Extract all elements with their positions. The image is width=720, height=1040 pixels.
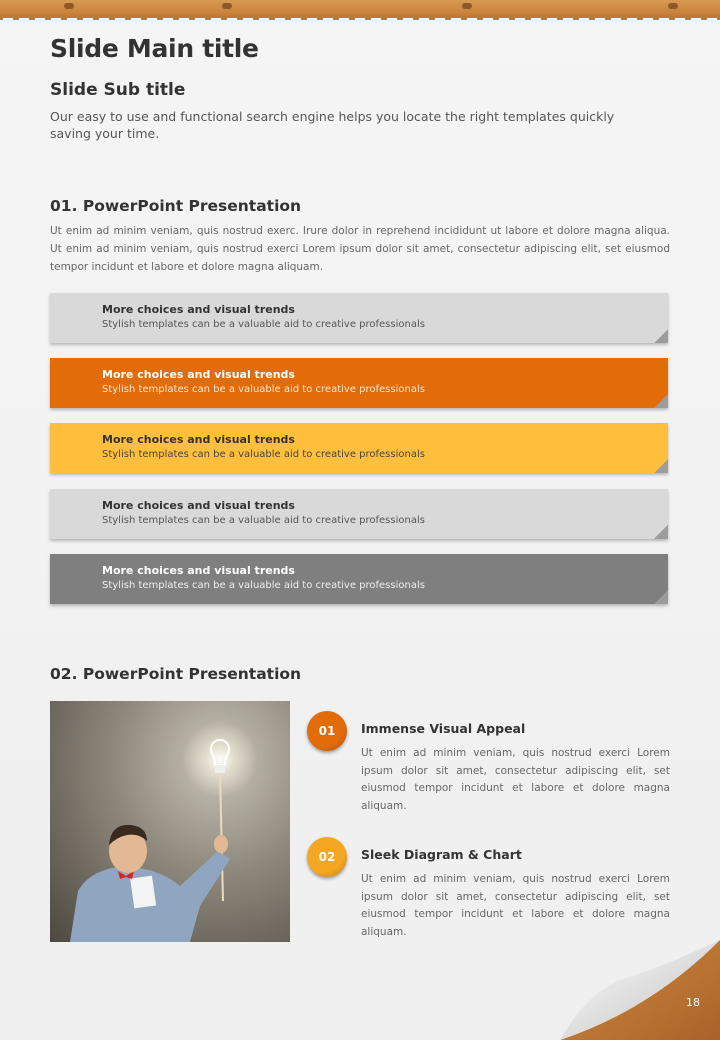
page-curl-corner bbox=[420, 940, 720, 1040]
wood-header-strip bbox=[0, 0, 720, 20]
feature-number-badge: 02 bbox=[307, 837, 347, 877]
section2-heading: 02. PowerPoint Presentation bbox=[50, 665, 302, 683]
banner-5 bbox=[50, 554, 668, 604]
banner-title: More choices and visual trends bbox=[102, 368, 295, 381]
banner-2 bbox=[50, 358, 668, 408]
banner-fold-shadow bbox=[654, 329, 668, 343]
nail-icon bbox=[64, 3, 74, 9]
banner-text: Stylish templates can be a valuable aid to creative professionals bbox=[102, 384, 425, 395]
slide-subtitle: Slide Sub title bbox=[50, 80, 186, 100]
banner-text: Stylish templates can be a valuable aid to creative professionals bbox=[102, 449, 425, 460]
feature-title: Sleek Diagram & Chart bbox=[361, 847, 522, 862]
section1-heading: 01. PowerPoint Presentation bbox=[50, 197, 302, 215]
page-number: 18 bbox=[686, 996, 700, 1009]
banner-fold-shadow bbox=[654, 590, 668, 604]
section1-body: Ut enim ad minim veniam, quis nostrud exerc. Irure dolor in reprehend incididunt ut labore et dolore magna aliqua. Ut enim ad minim veniam, quis nostrud exerci Lorem ipsum dolor sit amet, consectetur adipiscing elit, set eiusmod tempor incidunt et labore et dolore magna aliquam. bbox=[50, 225, 670, 273]
banner-fold-shadow bbox=[654, 459, 668, 473]
feature-title: Immense Visual Appeal bbox=[361, 721, 526, 736]
banner-title: More choices and visual trends bbox=[102, 303, 295, 316]
nail-icon bbox=[462, 3, 472, 9]
slide-main-title: Slide Main title bbox=[50, 34, 259, 63]
banner-1 bbox=[50, 293, 668, 343]
banner-fold-shadow bbox=[654, 394, 668, 408]
nail-icon bbox=[222, 3, 232, 9]
banner-3 bbox=[50, 423, 668, 473]
banner-text: Stylish templates can be a valuable aid to creative professionals bbox=[102, 319, 425, 330]
feature-number-badge: 01 bbox=[307, 711, 347, 751]
banner-title: More choices and visual trends bbox=[102, 433, 295, 446]
banner-4 bbox=[50, 489, 668, 539]
feature-text: Ut enim ad minim veniam, quis nostrud exerci Lorem ipsum dolor sit amet, consectetur adipiscing elit, set eiusmod tempor incidunt et labore et dolore magna aliquam. bbox=[361, 873, 670, 938]
man-holding-lightbulb-illustration bbox=[50, 701, 290, 942]
banner-title: More choices and visual trends bbox=[102, 564, 295, 577]
feature-text: Ut enim ad minim veniam, quis nostrud exerci Lorem ipsum dolor sit amet, consectetur adipiscing elit, set eiusmod tempor incidunt et labore et dolore magna aliquam. bbox=[361, 747, 670, 812]
lightbulb-photo bbox=[50, 701, 290, 942]
banner-text: Stylish templates can be a valuable aid to creative professionals bbox=[102, 515, 425, 526]
banner-fold-shadow bbox=[654, 525, 668, 539]
banner-text: Stylish templates can be a valuable aid to creative professionals bbox=[102, 580, 425, 591]
intro-text: Our easy to use and functional search engine helps you locate the right templates quickly saving your time. bbox=[50, 109, 615, 141]
nail-icon bbox=[668, 3, 678, 9]
banner-title: More choices and visual trends bbox=[102, 499, 295, 512]
